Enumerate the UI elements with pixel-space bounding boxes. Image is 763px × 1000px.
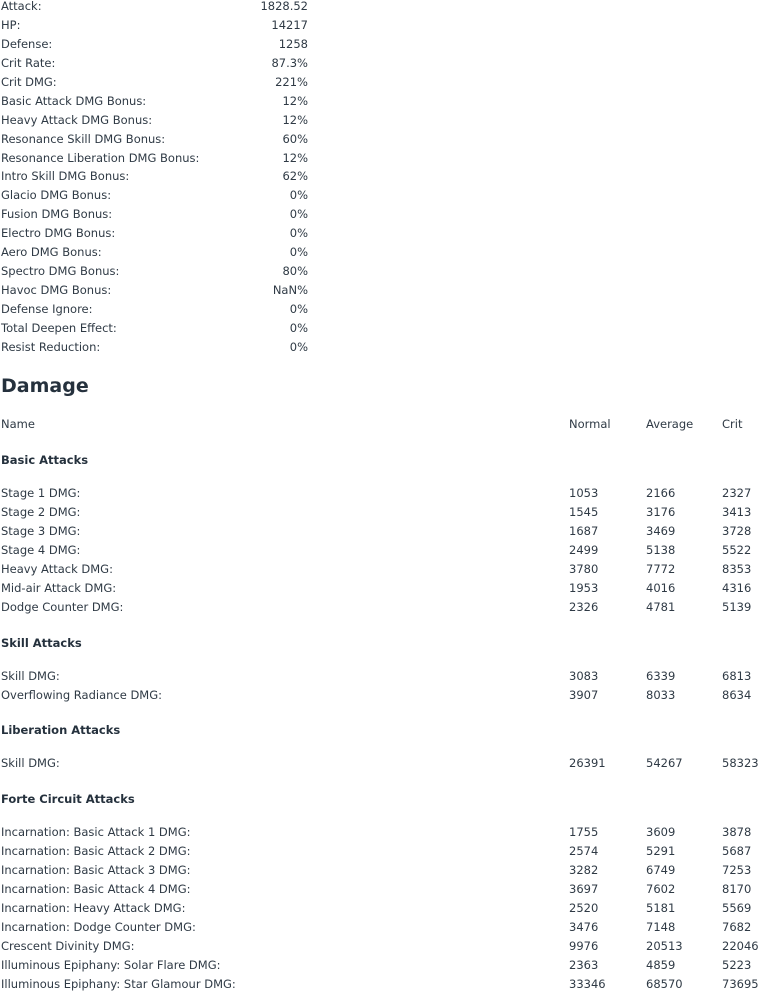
stat-label: Intro Skill DMG Bonus: [1, 169, 130, 184]
damage-crit: 6813 [722, 668, 752, 683]
damage-normal: 2326 [569, 599, 599, 614]
group-title: Liberation Attacks [1, 723, 121, 738]
stat-value: 0% [289, 207, 308, 222]
damage-normal: 3083 [569, 668, 599, 683]
damage-normal: 1755 [569, 825, 599, 840]
damage-crit: 7253 [722, 863, 752, 878]
damage-average: 68570 [646, 976, 683, 991]
stat-value: 1828.52 [260, 0, 308, 13]
damage-crit: 5139 [722, 599, 752, 614]
stat-row [1, 243, 321, 262]
damage-name: Stage 2 DMG: [1, 504, 81, 519]
stat-value: 62% [282, 169, 308, 184]
damage-normal: 2363 [569, 957, 599, 972]
damage-normal: 26391 [569, 756, 606, 771]
damage-normal: 1953 [569, 580, 599, 595]
damage-normal: 2574 [569, 844, 599, 859]
column-header-crit: Crit [722, 417, 743, 431]
stat-value: NaN% [272, 283, 308, 298]
damage-name: Incarnation: Heavy Attack DMG: [1, 901, 186, 916]
damage-normal: 2520 [569, 901, 599, 916]
damage-crit: 3728 [722, 523, 752, 538]
damage-average: 5291 [646, 844, 676, 859]
damage-row [1, 522, 763, 541]
column-header-average: Average [646, 417, 694, 431]
damage-name: Skill DMG: [1, 668, 60, 683]
damage-table-header [1, 414, 763, 434]
stat-label: Basic Attack DMG Bonus: [1, 93, 147, 108]
stat-label: Total Deepen Effect: [1, 320, 117, 335]
damage-name: Incarnation: Basic Attack 3 DMG: [1, 863, 191, 878]
damage-row [1, 598, 763, 617]
stat-label: Defense: [1, 36, 53, 51]
damage-average: 4859 [646, 957, 676, 972]
stat-label: Resonance Liberation DMG Bonus: [1, 150, 200, 165]
damage-normal: 2499 [569, 542, 599, 557]
damage-row [1, 560, 763, 579]
damage-name: Illuminous Epiphany: Star Glamour DMG: [1, 976, 236, 991]
damage-name: Overflowing Radiance DMG: [1, 687, 163, 702]
damage-row [1, 823, 763, 842]
damage-normal: 33346 [569, 976, 606, 991]
damage-average: 4781 [646, 599, 676, 614]
damage-name: Dodge Counter DMG: [1, 599, 124, 614]
damage-normal: 1053 [569, 486, 599, 500]
stat-row [1, 130, 321, 149]
stat-row [1, 338, 321, 357]
stat-value: 0% [289, 339, 308, 354]
stat-row [1, 92, 321, 111]
stat-value: 12% [282, 93, 308, 108]
stat-row [1, 111, 321, 130]
stat-row [1, 205, 321, 224]
stat-row [1, 73, 321, 92]
stat-value: 0% [289, 188, 308, 203]
stat-row [1, 167, 321, 186]
column-header-normal: Normal [569, 417, 611, 431]
damage-row [1, 975, 763, 994]
damage-name: Incarnation: Basic Attack 2 DMG: [1, 844, 191, 859]
damage-row [1, 484, 763, 503]
damage-average: 3176 [646, 504, 676, 519]
stat-label: Spectro DMG Bonus: [1, 264, 120, 279]
damage-crit: 4316 [722, 580, 752, 595]
stat-value: 0% [289, 226, 308, 241]
damage-normal: 3780 [569, 561, 599, 576]
damage-normal: 1545 [569, 504, 599, 519]
damage-average: 6749 [646, 863, 676, 878]
damage-normal: 1687 [569, 523, 599, 538]
damage-row [1, 937, 763, 956]
damage-crit: 5522 [722, 542, 752, 557]
stat-value: 12% [282, 150, 308, 165]
damage-row [1, 686, 763, 705]
damage-crit: 2327 [722, 486, 752, 500]
stat-value: 221% [275, 74, 308, 89]
damage-crit: 8634 [722, 687, 752, 702]
damage-average: 2166 [646, 486, 676, 500]
damage-name: Stage 1 DMG: [1, 486, 81, 500]
damage-average: 3469 [646, 523, 676, 538]
damage-row [1, 880, 763, 899]
damage-section-title: Damage [1, 375, 89, 397]
damage-row [1, 579, 763, 598]
damage-name: Incarnation: Basic Attack 1 DMG: [1, 825, 191, 840]
damage-row [1, 503, 763, 522]
damage-name: Illuminous Epiphany: Solar Flare DMG: [1, 957, 221, 972]
stat-label: Havoc DMG Bonus: [1, 283, 112, 298]
stat-label: Glacio DMG Bonus: [1, 188, 112, 203]
stat-row [1, 149, 321, 168]
damage-name: Stage 3 DMG: [1, 523, 81, 538]
damage-crit: 58323 [722, 756, 759, 771]
damage-average: 7148 [646, 920, 676, 935]
stat-row [1, 186, 321, 205]
damage-normal: 3476 [569, 920, 599, 935]
damage-crit: 3878 [722, 825, 752, 840]
stat-row [1, 224, 321, 243]
damage-name: Mid-air Attack DMG: [1, 580, 117, 595]
column-header-name: Name [1, 417, 35, 431]
stat-label: Fusion DMG Bonus: [1, 207, 113, 222]
damage-crit: 7682 [722, 920, 752, 935]
damage-name: Skill DMG: [1, 756, 60, 771]
damage-average: 3609 [646, 825, 676, 840]
damage-average: 7602 [646, 882, 676, 897]
stat-value: 87.3% [271, 55, 308, 70]
stat-row [1, 262, 321, 281]
damage-row [1, 956, 763, 975]
damage-average: 8033 [646, 687, 676, 702]
stat-label: Electro DMG Bonus: [1, 226, 116, 241]
group-title: Forte Circuit Attacks [1, 792, 135, 807]
damage-crit: 8170 [722, 882, 752, 897]
damage-crit: 5223 [722, 957, 752, 972]
damage-row [1, 667, 763, 686]
stat-value: 0% [289, 302, 308, 316]
stat-value: 0% [289, 320, 308, 335]
group-title: Skill Attacks [1, 635, 82, 650]
damage-crit: 73695 [722, 976, 759, 991]
damage-normal: 3907 [569, 687, 599, 702]
damage-row [1, 861, 763, 880]
damage-normal: 3697 [569, 882, 599, 897]
damage-crit: 3413 [722, 504, 752, 519]
damage-average: 7772 [646, 561, 676, 576]
damage-average: 5181 [646, 901, 676, 916]
damage-row [1, 754, 763, 773]
stat-row [1, 0, 321, 16]
damage-name: Heavy Attack DMG: [1, 561, 113, 576]
damage-row [1, 842, 763, 861]
stat-value: 14217 [271, 17, 308, 32]
stat-row [1, 16, 321, 35]
stat-label: Defense Ignore: [1, 302, 93, 316]
damage-row [1, 541, 763, 560]
damage-crit: 22046 [722, 939, 759, 953]
stat-row [1, 35, 321, 54]
stat-row [1, 319, 321, 338]
damage-table [1, 414, 763, 994]
damage-name: Crescent Divinity DMG: [1, 939, 135, 953]
damage-average: 20513 [646, 939, 683, 953]
stat-value: 0% [289, 245, 308, 260]
damage-row [1, 899, 763, 918]
damage-crit: 5687 [722, 844, 752, 859]
stat-label: Resonance Skill DMG Bonus: [1, 131, 166, 146]
damage-normal: 3282 [569, 863, 599, 878]
stat-label: HP: [1, 17, 21, 32]
stat-label: Attack: [1, 0, 42, 13]
damage-average: 5138 [646, 542, 676, 557]
stat-label: Resist Reduction: [1, 339, 101, 354]
damage-name: Incarnation: Basic Attack 4 DMG: [1, 882, 191, 897]
stat-row [1, 54, 321, 73]
damage-average: 6339 [646, 668, 676, 683]
damage-crit: 8353 [722, 561, 752, 576]
stat-row [1, 300, 321, 319]
damage-row [1, 918, 763, 937]
damage-name: Incarnation: Dodge Counter DMG: [1, 920, 196, 935]
stat-value: 60% [282, 131, 308, 146]
stat-value: 80% [282, 264, 308, 279]
stat-value: 1258 [278, 36, 308, 51]
stat-label: Crit Rate: [1, 55, 56, 70]
stat-label: Crit DMG: [1, 74, 57, 89]
damage-name: Stage 4 DMG: [1, 542, 81, 557]
stat-label: Heavy Attack DMG Bonus: [1, 112, 153, 127]
group-title: Basic Attacks [1, 453, 89, 467]
damage-average: 54267 [646, 756, 683, 771]
stat-row [1, 281, 321, 300]
damage-crit: 5569 [722, 901, 752, 916]
stats-list [1, 0, 321, 357]
stat-label: Aero DMG Bonus: [1, 245, 102, 260]
damage-normal: 9976 [569, 939, 599, 953]
damage-average: 4016 [646, 580, 676, 595]
stat-value: 12% [282, 112, 308, 127]
